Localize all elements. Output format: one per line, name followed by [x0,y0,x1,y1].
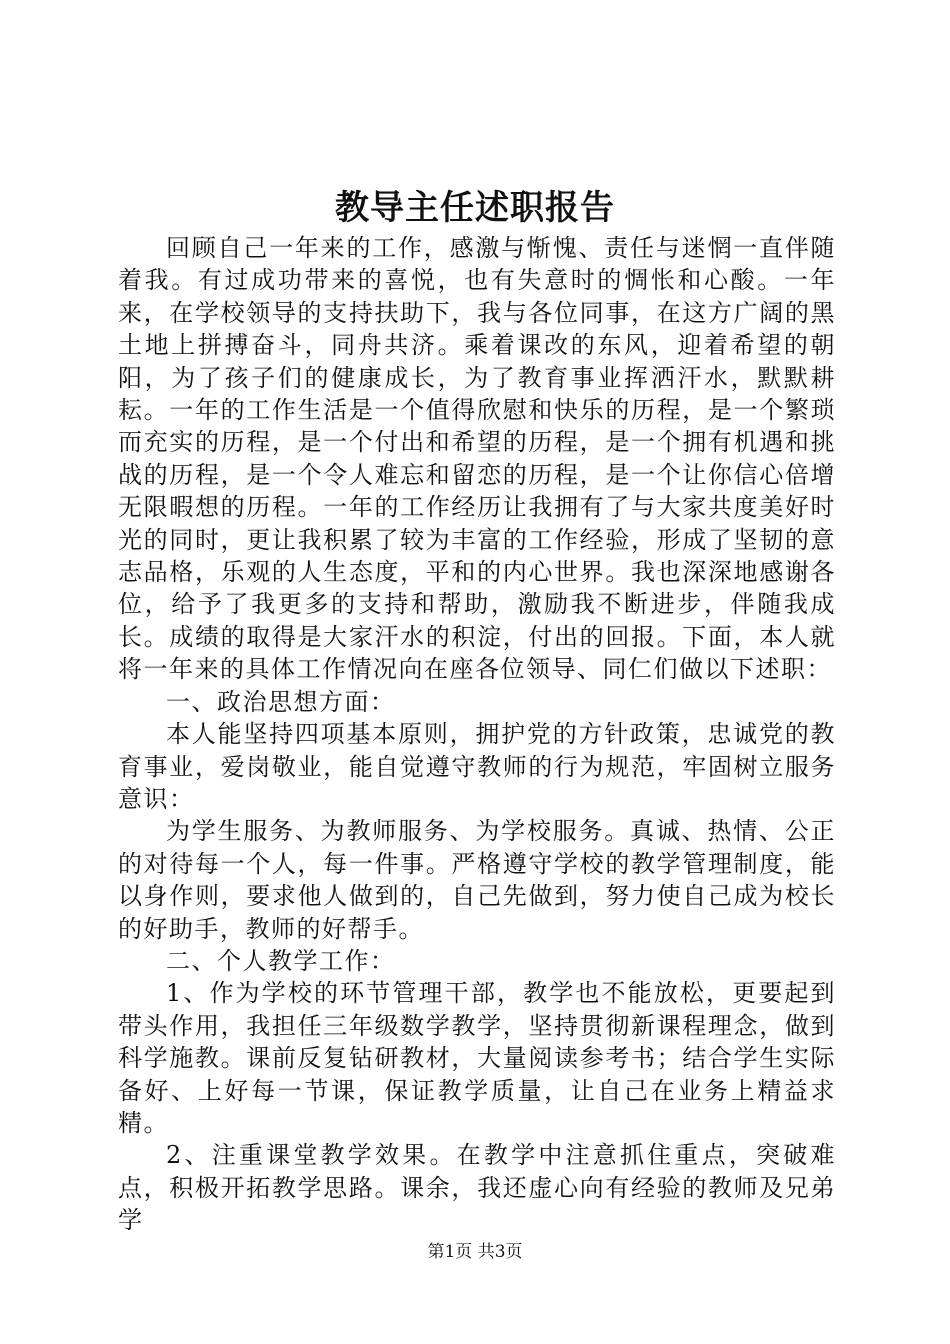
paragraph-intro: 回顾自己一年来的工作，感激与惭愧、责任与迷惘一直伴随着我。有过成功带来的喜悦，也有失意时的惆怅和心酸。一年来，在学校领导的支持扶助下，我与各位同事，在这方广阔的黑土地上拼搏奋斗，同舟共济。乘着课改的东风，迎着希望的朝阳，为了孩子们的健康成长，为了教育事业挥洒汗水，默默耕耘。一年的工作生活是一个值得欣慰和快乐的历程，是一个繁琐而充实的历程，是一个付出和希望的历程，是一个拥有机遇和挑战的历程，是一个令人难忘和留恋的历程，是一个让你信心倍增无限暇想的历程。一年的工作经历让我拥有了与大家共度美好时光的同时，更让我积累了较为丰富的工作经验，形成了坚韧的意志品格，乐观的人生态度，平和的内心世界。我也深深地感谢各位，给予了我更多的支持和帮助，激励我不断进步，伴随我成长。成绩的取得是大家汗水的积淀，付出的回报。下面，本人就将一年来的具体工作情况向在座各位领导、同仁们做以下述职： [118,234,836,684]
paragraph-teaching-2: 2、注重课堂教学效果。在教学中注意抓住重点，突破难点，积极开拓教学思路。课余，我还虚心向有经验的教师及兄弟学 [118,1141,836,1235]
section-heading-teaching: 二、个人教学工作： [166,946,396,975]
section-heading-political: 一、政治思想方面： [166,687,396,716]
paragraph-political-1: 本人能坚持四项基本原则，拥护党的方针政策，忠诚党的教育事业，爱岗敬业，能自觉遵守教师的行为规范，牢固树立服务意识： [118,720,836,813]
page-number-footer: 第1页 共3页 [427,1242,523,1262]
paragraph-political-2: 为学生服务、为教师服务、为学校服务。真诚、热情、公正的对待每一个人，每一件事。严格遵守学校的教学管理制度，能以身作则，要求他人做到的，自己先做到，努力使自己成为校长的好助手，教师的好帮手。 [118,817,836,943]
document-title: 教导主任述职报告 [335,188,615,228]
document-body [118,232,836,1237]
paragraph-teaching-1: 1、作为学校的环节管理干部，教学也不能放松，更要起到带头作用，我担任三年级数学教学，坚持贯彻新课程理念，做到科学施教。课前反复钻研教材，大量阅读参考书；结合学生实际备好、上好每一节课，保证教学质量，让自己在业务上精益求精。 [118,979,836,1137]
